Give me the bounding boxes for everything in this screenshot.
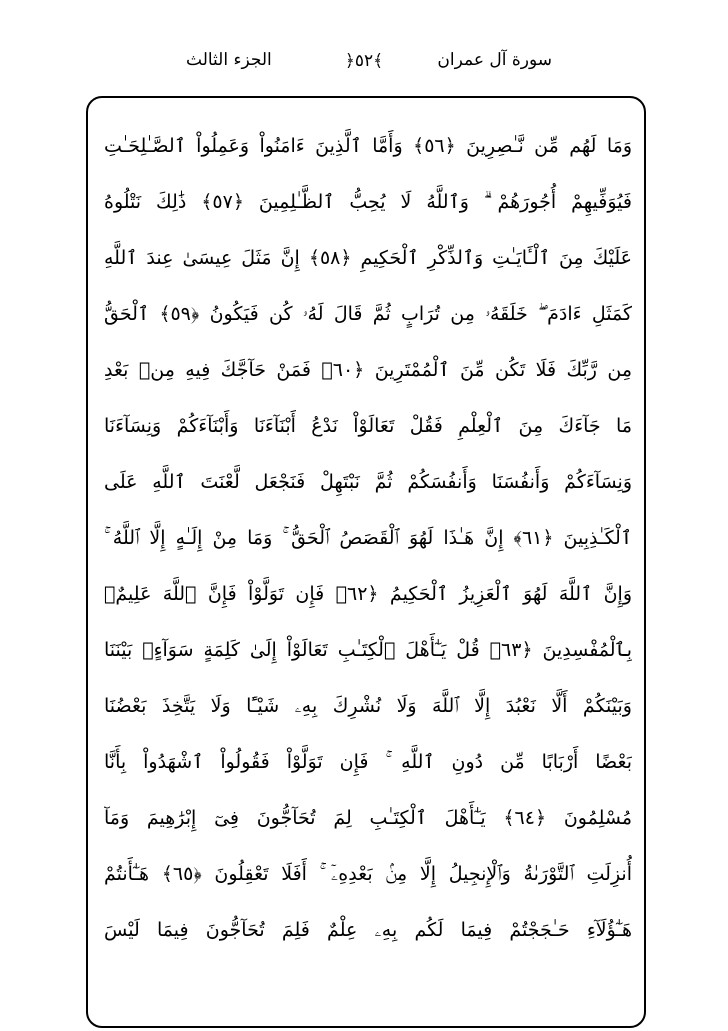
text-line: وَمَا لَهُم مِّن نَّـٰصِرِينَ ﴿٥٦﴾ وَأَمَّا ٱلَّذِينَ ءَامَنُواْ وَعَمِلُواْ ٱلصَّـٰلِحَـٰتِ [104, 135, 632, 157]
text-line: هَـٰٓؤُلَآءِ حَـٰجَجْتُمْ فِيمَا لَكُم بِهِۦ عِلْمٌ فَلِمَ تُحَآجُّونَ فِيمَا لَيْسَ [104, 919, 632, 941]
surah-title: سورة آل عمران [437, 50, 552, 70]
text-line: بِٱلْمُفْسِدِينَ ﴿٦٣﴾ قُلْ يَـٰٓأَهْلَ ٱلْكِتَـٰبِ تَعَالَوْاْ إِلَىٰ كَلِمَةٍ سَوَآءٍۭ بَيْنَنَا [104, 639, 632, 661]
juz-title: الجزء الثالث [186, 50, 272, 70]
text-line: وَبَيْنَكُمْ أَلَّا نَعْبُدَ إِلَّا ٱللَّهَ وَلَا نُشْرِكَ بِهِۦ شَيْـًٔا وَلَا يَتَّخِذَ بَعْضُنَا [104, 695, 632, 717]
text-line: كَمَثَلِ ءَادَمَ ۖ خَلَقَهُۥ مِن تُرَابٍ ثُمَّ قَالَ لَهُۥ كُن فَيَكُونُ ﴿٥٩﴾ ٱلْحَقُّ [104, 303, 632, 325]
text-line: فَيُوَفِّيهِمْ أُجُورَهُمْ ۗ وَٱللَّهُ لَا يُحِبُّ ٱلظَّـٰلِمِينَ ﴿٥٧﴾ ذَٰلِكَ نَتْلُوهُ [104, 191, 632, 213]
text-line: مِن رَّبِّكَ فَلَا تَكُن مِّنَ ٱلْمُمْتَرِينَ ﴿٦٠﴾ فَمَنْ حَآجَّكَ فِيهِ مِنۢ بَعْدِ [104, 359, 632, 381]
page-number: ﴿٥٢﴾ [344, 51, 384, 71]
text-line: وَنِسَآءَكُمْ وَأَنفُسَنَا وَأَنفُسَكُمْ ثُمَّ نَبْتَهِلْ فَنَجْعَل لَّعْنَتَ ٱللَّهِ عَلَى [104, 471, 632, 493]
text-line: عَلَيْكَ مِنَ ٱلْـَٔايَـٰتِ وَٱلذِّكْرِ ٱلْحَكِيمِ ﴿٥٨﴾ إِنَّ مَثَلَ عِيسَىٰ عِندَ ٱللَّهِ [104, 247, 632, 269]
text-line: أُنزِلَتِ ٱلتَّوْرَىٰةُ وَٱلْإِنجِيلُ إِلَّا مِنۢ بَعْدِهِۦٓ ۚ أَفَلَا تَعْقِلُونَ ﴿٦٥﴾ هَـٰٓأَنتُمْ [104, 863, 632, 885]
text-line: وَإِنَّ ٱللَّهَ لَهُوَ ٱلْعَزِيزُ ٱلْحَكِيمُ ﴿٦٢﴾ فَإِن تَوَلَّوْاْ فَإِنَّ ٱللَّهَ عَلِيمٌۢ [104, 583, 632, 605]
page-header [0, 48, 728, 80]
quran-text [104, 118, 632, 958]
text-line: بَعْضًا أَرْبَابًا مِّن دُونِ ٱللَّهِ ۚ فَإِن تَوَلَّوْاْ فَقُولُواْ ٱشْهَدُواْ بِأَنَّا [104, 751, 632, 773]
text-line: ٱلْكَـٰذِبِينَ ﴿٦١﴾ إِنَّ هَـٰذَا لَهُوَ ٱلْقَصَصُ ٱلْحَقُّ ۚ وَمَا مِنْ إِلَـٰهٍ إِلَّا ٱللَّهُ ۚ [104, 527, 632, 549]
text-line: مَا جَآءَكَ مِنَ ٱلْعِلْمِ فَقُلْ تَعَالَوْاْ نَدْعُ أَبْنَآءَنَا وَأَبْنَآءَكُمْ وَنِسَآءَنَا [104, 415, 632, 437]
text-line: مُسْلِمُونَ ﴿٦٤﴾ يَـٰٓأَهْلَ ٱلْكِتَـٰبِ لِمَ تُحَآجُّونَ فِىٓ إِبْرَٰهِيمَ وَمَآ [104, 807, 632, 829]
